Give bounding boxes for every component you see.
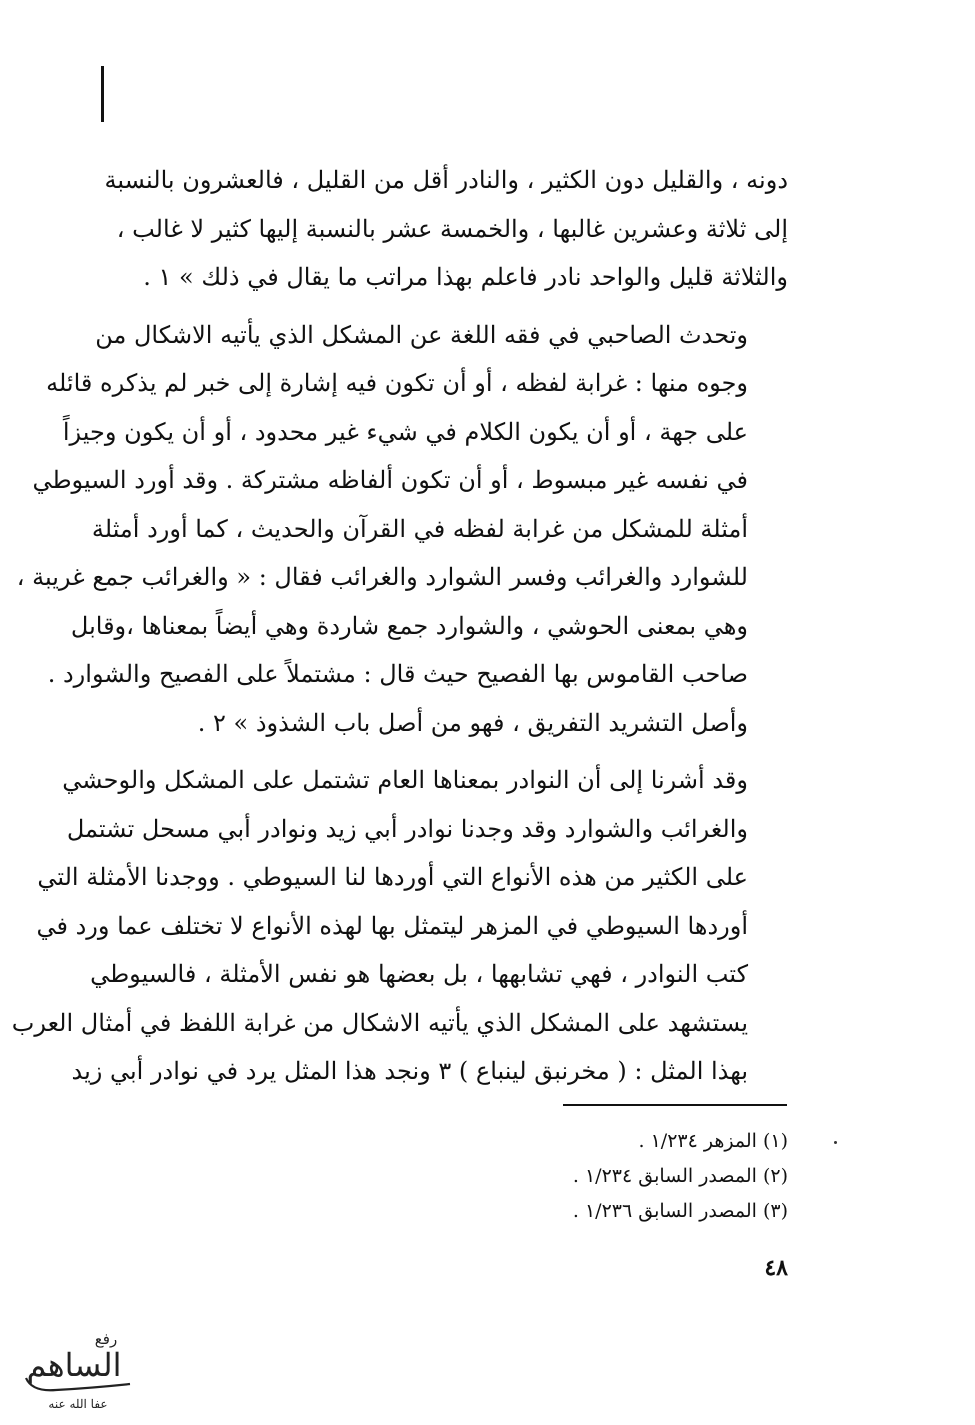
text-line: على جهة ، أو أن يكون الكلام في شيء غير محدود ، أو أن يكون وجيزاً [62, 417, 748, 446]
text-line: كتب النوادر ، فهي تشابهها ، بل بعضها هو نفس الأمثلة ، فالسيوطي [90, 960, 748, 988]
footnote-separator [563, 1104, 787, 1106]
text-line: والثلاثة قليل والواحد نادر فاعلم بهذا مراتب ما يقال في ذلك » ١ . [143, 263, 788, 291]
text-line: على الكثير من هذه الأنواع التي أوردها لنا السيوطي . ووجدنا الأمثلة التي [37, 863, 748, 891]
calligraphy-stamp [12, 1318, 142, 1413]
footnote-2: (٢) المصدر السابق ١/٢٣٤ . [572, 1165, 788, 1187]
text-line: إلى ثلاثة وعشرين غالبها ، والخمسة عشر بالنسبة إليها كثير لا غالب ، [116, 214, 788, 243]
text-line: والغرائب والشوارد وقد وجدنا نوادر أبي زيد ونوادر أبي مسحل تشتمل [66, 814, 748, 843]
paragraph-2 [16, 311, 788, 748]
text-line: أوردها السيوطي في المزهر ليتمثل بها لهذه الأنواع لا تختلف عما ورد في [36, 911, 748, 940]
paragraph-3 [11, 756, 788, 1096]
main-text [11, 156, 788, 1096]
text-line: وتحدث الصاحبي في فقه اللغة عن المشكل الذي يأتيه الاشكال من [95, 320, 748, 349]
stamp-line-2: الساهم [26, 1346, 122, 1384]
text-line: يستشهد على المشكل الذي يأتيه الاشكال من غرابة اللفظ في أمثال العرب [11, 1008, 748, 1037]
text-line: في نفسه غير مبسوط ، أو أن تكون ألفاظه مشتركة . وقد أورد السيوطي [32, 466, 748, 494]
text-line: صاحب القاموس بها الفصيح حيث قال : مشتملاً على الفصيح والشوارد . [47, 660, 748, 688]
text-line: وهي بمعنى الحوشي ، والشوارد جمع شاردة وهي أيضاً بمعناها ،وقابل [70, 611, 748, 640]
text-line: أمثلة للمشكل من غرابة لفظه في القرآن والحديث ، كما أورد أمثلة [91, 514, 748, 543]
text-line: للشوارد والغرائب وفسر الشوارد والغرائب فقال : « والغرائب جمع غريبة ، [16, 563, 748, 591]
margin-dot [834, 1141, 837, 1144]
stamp-line-1: رفع [94, 1330, 118, 1348]
paragraph-1 [104, 156, 788, 302]
margin-rule [101, 66, 104, 122]
text-line: وأصل التشريد التفريق ، فهو من أصل باب الشذوذ » ٢ . [197, 708, 748, 737]
page-number: ٤٨ [764, 1255, 788, 1281]
footnote-3: (٣) المصدر السابق ١/٢٣٦ . [572, 1200, 788, 1222]
text-line: دونه ، والقليل دون الكثير ، والنادر أقل من القليل ، فالعشرون بالنسبة [104, 166, 788, 194]
footnote-1: (١) المزهر ١/٢٣٤ . [638, 1130, 788, 1152]
text-line: وقد أشرنا إلى أن النوادر بمعناها العام تشتمل على المشكل والوحشي [62, 766, 748, 794]
stamp-line-3: عفا الله عنه [48, 1397, 108, 1411]
footnotes [573, 1124, 788, 1229]
text-line: وجوه منها : غرابة لفظه ، أو أن تكون فيه إشارة إلى خبر لم يذكره قائله [46, 369, 748, 397]
text-line: بهذا المثل : ( مخرنبق لينباع ) ٣ ونجد هذا المثل يرد في نوادر أبي زيد [71, 1057, 748, 1085]
